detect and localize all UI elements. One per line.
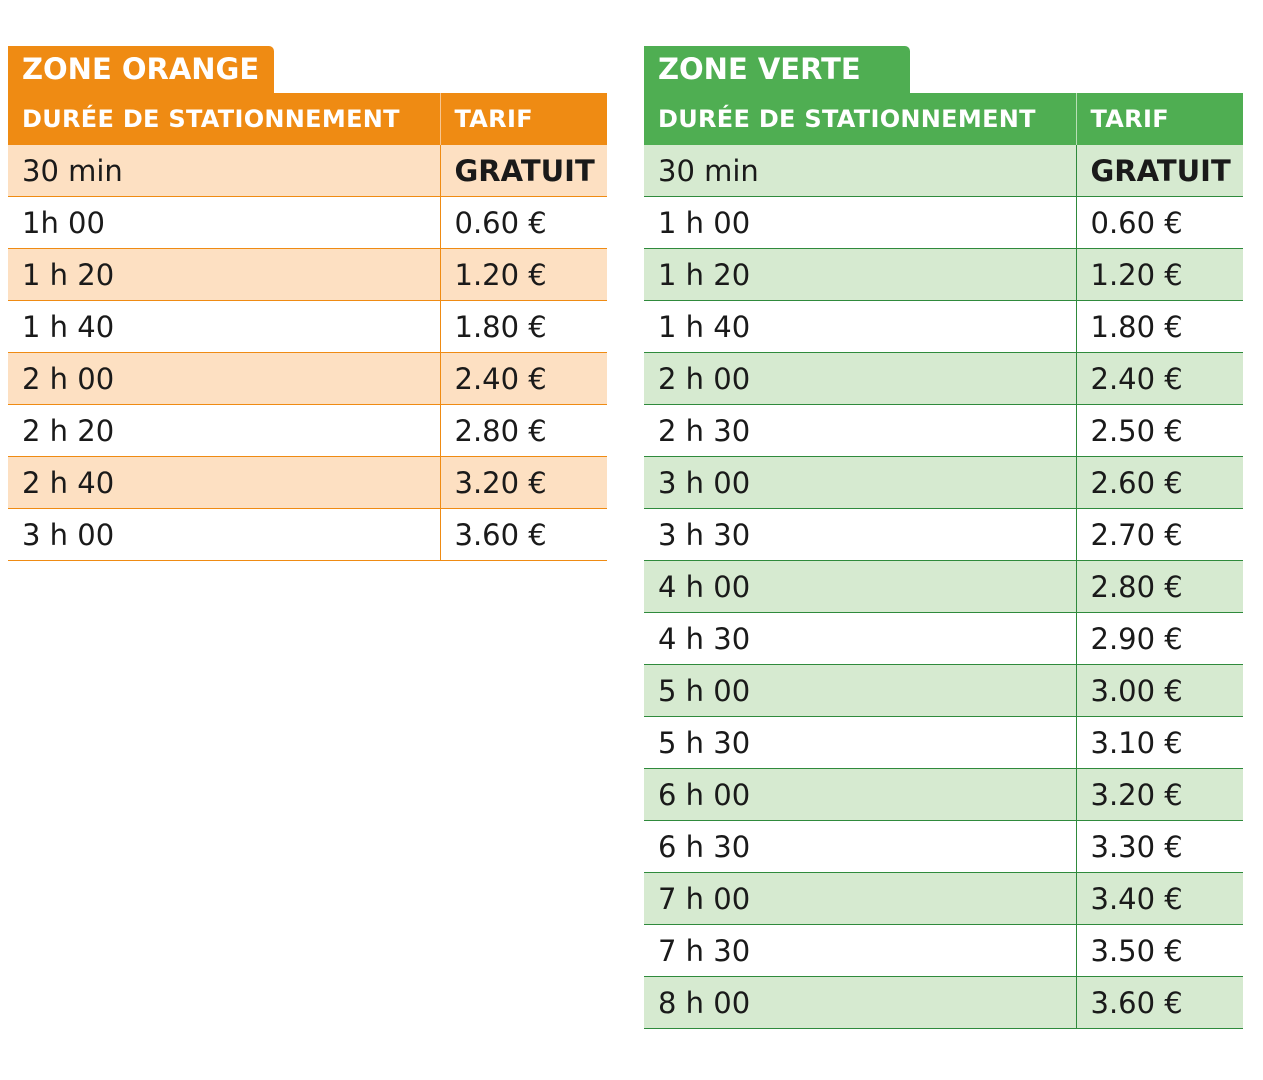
table-row xyxy=(644,353,1243,405)
tarif-cell: 2.50 € xyxy=(1076,405,1243,457)
tarif-cell: 1.80 € xyxy=(440,301,607,353)
duration-cell: 6 h 30 xyxy=(644,821,1076,873)
table-row xyxy=(644,873,1243,925)
table-row xyxy=(644,145,1243,197)
duration-cell: 1 h 00 xyxy=(644,197,1076,249)
table-row xyxy=(8,457,607,509)
duration-cell: 3 h 00 xyxy=(8,509,440,561)
duration-cell: 4 h 00 xyxy=(644,561,1076,613)
tarif-cell: 3.50 € xyxy=(1076,925,1243,977)
tarif-cell: 0.60 € xyxy=(440,197,607,249)
zone-orange-table xyxy=(8,93,607,561)
table-header-row xyxy=(8,93,607,145)
duration-cell: 2 h 40 xyxy=(8,457,440,509)
tarif-cell: 2.70 € xyxy=(1076,509,1243,561)
tarif-cell: 3.20 € xyxy=(1076,769,1243,821)
tarif-cell: GRATUIT xyxy=(1076,145,1243,197)
duration-cell: 2 h 00 xyxy=(8,353,440,405)
table-row xyxy=(644,249,1243,301)
duration-column-header: DURÉE DE STATIONNEMENT xyxy=(644,93,1076,145)
duration-cell: 30 min xyxy=(8,145,440,197)
table-row xyxy=(644,509,1243,561)
duration-cell: 4 h 30 xyxy=(644,613,1076,665)
table-row xyxy=(644,457,1243,509)
zone-orange-title: ZONE ORANGE xyxy=(8,46,274,93)
tarif-cell: 2.90 € xyxy=(1076,613,1243,665)
table-row xyxy=(644,405,1243,457)
table-row xyxy=(8,301,607,353)
tarif-cell: 3.60 € xyxy=(1076,977,1243,1029)
tarif-cell: 2.40 € xyxy=(440,353,607,405)
table-header-row xyxy=(644,93,1243,145)
table-row xyxy=(644,613,1243,665)
table-row xyxy=(644,769,1243,821)
duration-cell: 7 h 30 xyxy=(644,925,1076,977)
duration-column-header: DURÉE DE STATIONNEMENT xyxy=(8,93,440,145)
tarif-column-header: TARIF xyxy=(1076,93,1243,145)
tarif-cell: 1.20 € xyxy=(440,249,607,301)
duration-cell: 1 h 40 xyxy=(8,301,440,353)
tarif-cell: 3.60 € xyxy=(440,509,607,561)
duration-cell: 8 h 00 xyxy=(644,977,1076,1029)
zone-verte-title: ZONE VERTE xyxy=(644,46,910,93)
tarif-cell: 3.10 € xyxy=(1076,717,1243,769)
table-row xyxy=(644,561,1243,613)
duration-cell: 30 min xyxy=(644,145,1076,197)
table-row xyxy=(8,197,607,249)
tarif-cell: 3.30 € xyxy=(1076,821,1243,873)
duration-cell: 6 h 00 xyxy=(644,769,1076,821)
duration-cell: 2 h 00 xyxy=(644,353,1076,405)
table-row xyxy=(644,717,1243,769)
table-row xyxy=(8,405,607,457)
table-row xyxy=(8,353,607,405)
table-row xyxy=(644,301,1243,353)
duration-cell: 1 h 20 xyxy=(644,249,1076,301)
tarif-cell: 3.40 € xyxy=(1076,873,1243,925)
duration-cell: 5 h 00 xyxy=(644,665,1076,717)
zone-verte-panel xyxy=(644,46,1243,1029)
duration-cell: 7 h 00 xyxy=(644,873,1076,925)
duration-cell: 1 h 40 xyxy=(644,301,1076,353)
tarif-cell: 0.60 € xyxy=(1076,197,1243,249)
table-row xyxy=(644,821,1243,873)
tarif-cell: 2.40 € xyxy=(1076,353,1243,405)
tarif-cell: 3.00 € xyxy=(1076,665,1243,717)
duration-cell: 5 h 30 xyxy=(644,717,1076,769)
tarif-cell: 1.20 € xyxy=(1076,249,1243,301)
tarif-cell: 2.80 € xyxy=(1076,561,1243,613)
table-row xyxy=(8,249,607,301)
zone-orange-panel xyxy=(8,46,607,561)
table-row xyxy=(644,977,1243,1029)
table-row xyxy=(8,509,607,561)
tarif-cell: 3.20 € xyxy=(440,457,607,509)
duration-cell: 1h 00 xyxy=(8,197,440,249)
tarif-cell: 1.80 € xyxy=(1076,301,1243,353)
tarif-cell: 2.60 € xyxy=(1076,457,1243,509)
zone-verte-table xyxy=(644,93,1243,1029)
duration-cell: 2 h 30 xyxy=(644,405,1076,457)
table-row xyxy=(644,665,1243,717)
tarif-column-header: TARIF xyxy=(440,93,607,145)
duration-cell: 2 h 20 xyxy=(8,405,440,457)
table-row xyxy=(644,925,1243,977)
tarif-cell: GRATUIT xyxy=(440,145,607,197)
duration-cell: 3 h 00 xyxy=(644,457,1076,509)
tarif-cell: 2.80 € xyxy=(440,405,607,457)
duration-cell: 3 h 30 xyxy=(644,509,1076,561)
table-row xyxy=(8,145,607,197)
duration-cell: 1 h 20 xyxy=(8,249,440,301)
table-row xyxy=(644,197,1243,249)
